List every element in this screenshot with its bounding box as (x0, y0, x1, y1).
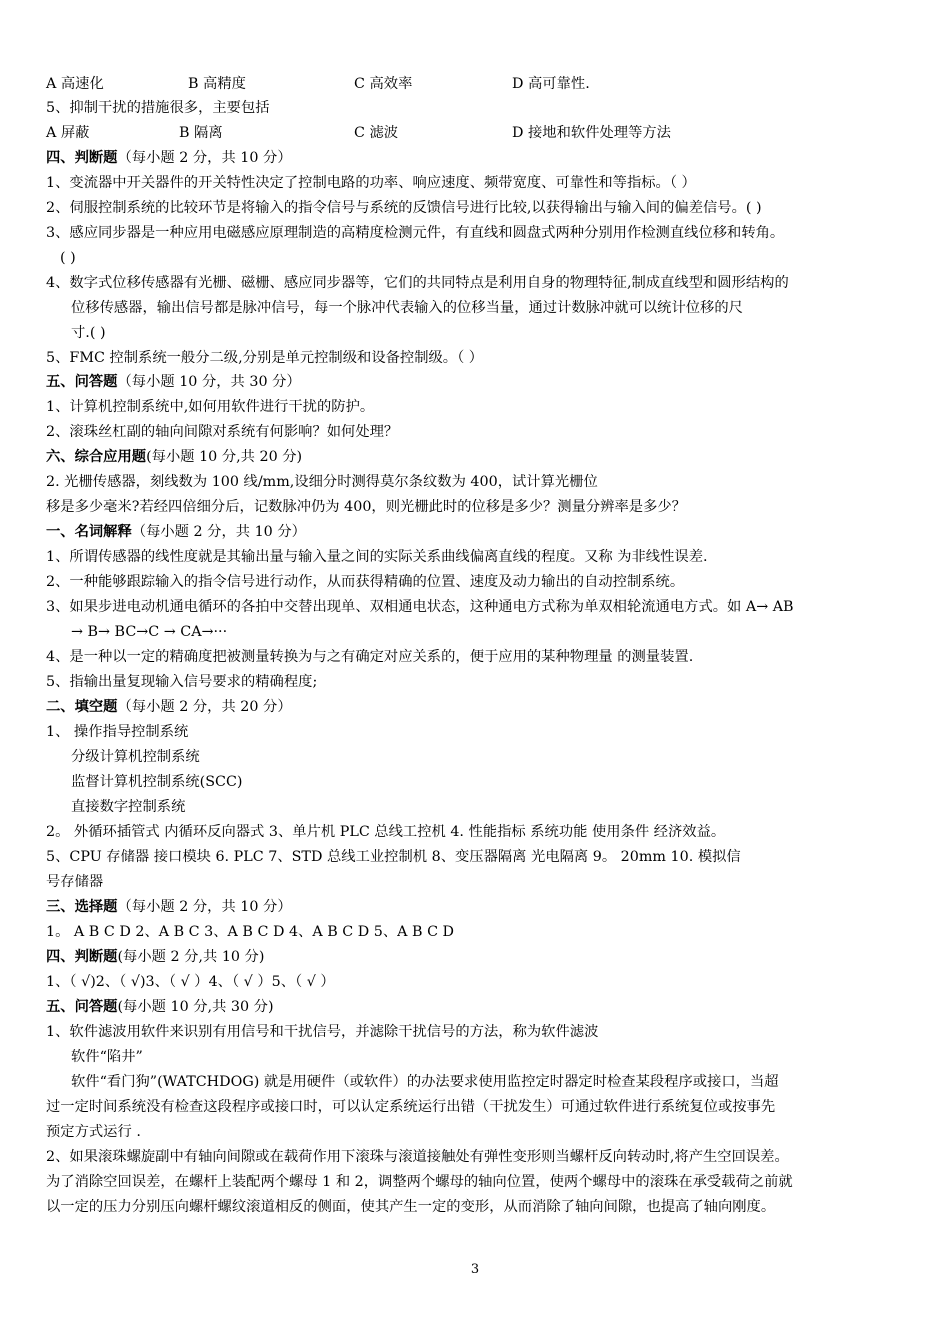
answer-line: 过一定时间系统没有检查这段程序或接口时，可以认定系统运行出错（干扰发生）可通过软件进行系统复位或按事先 (46, 1099, 776, 1115)
answer-line: 4、是一种以一定的精确度把被测量转换为与之有确定对应关系的，便于应用的某种物理量 的测量装置. (46, 649, 694, 665)
section-title: 五、问答题 (46, 999, 118, 1015)
question-line: 2、伺服控制系统的比较环节是将输入的指令信号与系统的反馈信号进行比较,以获得输出与输入间的偏差信号。( ) (46, 200, 762, 216)
section-heading (46, 149, 292, 167)
option-b: B 隔离 (179, 125, 223, 141)
answer-line: 1、（ √)2、（ √)3、（ √ ）4、（ √ ）5、（ √ ） (46, 974, 335, 990)
section-title: 三、选择题 (46, 899, 118, 915)
question-line: 3、感应同步器是一种应用电磁感应原理制造的高精度检测元件，有直线和圆盘式两种分别用作检测直线位移和转角。 (46, 225, 785, 241)
section-rule: （每小题 2 分，共 10 分） (131, 524, 306, 540)
answer-line: 软件“看门狗”(WATCHDOG) 就是用硬件（或软件）的办法要求使用监控定时器定时检查某段程序或接口，当超 (71, 1074, 779, 1090)
option-a: A 屏蔽 (46, 125, 90, 141)
section-heading (46, 898, 292, 916)
option-c: C 滤波 (354, 125, 399, 141)
section-heading (46, 948, 264, 966)
answer-line: 监督计算机控制系统(SCC) (71, 774, 243, 790)
section-heading (46, 998, 274, 1016)
question-line: 2、滚珠丝杠副的轴向间隙对系统有何影响？如何处理？ (46, 424, 399, 440)
section-title: 五、问答题 (46, 374, 118, 390)
question-line: 1、计算机控制系统中,如何用软件进行干扰的防护。 (46, 399, 375, 415)
section-heading (46, 373, 301, 391)
option-b: B 高精度 (188, 76, 246, 92)
section-rule: (每小题 2 分,共 10 分) (117, 949, 265, 965)
option-d: D 接地和软件处理等方法 (512, 125, 671, 141)
answer-line: 号存储器 (46, 874, 104, 890)
answer-line: 以一定的压力分别压向螺杆螺纹滚道相反的侧面，使其产生一定的变形，从而消除了轴向间隙，也提高了轴向刚度。 (46, 1199, 776, 1215)
section-heading (46, 698, 292, 716)
section-rule: （每小题 2 分，共 10 分） (117, 899, 292, 915)
answer-line: 5、CPU 存储器 接口模块 6. PLC 7、STD 总线工业控制机 8、变压器隔离 光电隔离 9。 20mm 10. 模拟信 (46, 849, 741, 865)
question-line: 1、变流器中开关器件的开关特性决定了控制电路的功率、响应速度、频带宽度、可靠性和等指标。（ ） (46, 175, 696, 191)
answer-line: 直接数字控制系统 (71, 799, 186, 815)
section-title: 四、判断题 (46, 949, 118, 965)
page-number: 3 (470, 1262, 480, 1277)
section-heading (46, 448, 302, 466)
answer-line: 2。 外循环插管式 内循环反向器式 3、单片机 PLC 总线工控机 4. 性能指标 系统功能 使用条件 经济效益。 (46, 824, 726, 840)
question-line: 4、数字式位移传感器有光栅、磁栅、感应同步器等，它们的共同特点是利用自身的物理特征,制成直线型和圆形结构的 (46, 275, 789, 291)
question-line: 寸.( ) (71, 325, 106, 341)
section-rule: （每小题 2 分，共 10 分） (117, 150, 292, 166)
answer-line: 3、如果步进电动机通电循环的各拍中交替出现单、双相通电状态，这种通电方式称为单双相轮流通电方式。如 A→ AB (46, 599, 794, 615)
answer-line: 1、所谓传感器的线性度就是其输出量与输入量之间的实际关系曲线偏离直线的程度。又称 为非线性误差. (46, 549, 708, 565)
answer-line: 1、 操作指导控制系统 (46, 724, 189, 740)
answer-line: 2、如果滚珠螺旋副中有轴向间隙或在载荷作用下滚珠与滚道接触处有弹性变形则当螺杆反向转动时,将产生空回误差。 (46, 1149, 789, 1165)
section-rule: (每小题 10 分,共 30 分) (117, 999, 274, 1015)
answer-line: 1。 A B C D 2、A B C 3、A B C D 4、A B C D 5、A B C D (46, 924, 455, 940)
question-line: 5、抑制干扰的措施很多，主要包括 (46, 100, 270, 116)
section-title: 六、综合应用题 (46, 449, 147, 465)
answer-line: 分级计算机控制系统 (71, 749, 200, 765)
answer-line: 5、指输出量复现输入信号要求的精确程度; (46, 674, 318, 690)
section-title: 四、判断题 (46, 150, 118, 166)
answer-line: 软件“陷井” (71, 1049, 143, 1065)
section-heading (46, 523, 306, 541)
question-line: 5、FMC 控制系统一般分二级,分别是单元控制级和设备控制级。（ ） (46, 350, 484, 366)
answer-line: 为了消除空回误差，在螺杆上装配两个螺母 1 和 2，调整两个螺母的轴向位置，使两个螺母中的滚珠在承受载荷之前就 (46, 1174, 793, 1190)
question-line: ( ) (60, 250, 76, 266)
answer-line: 1、软件滤波用软件来识别有用信号和干扰信号，并滤除干扰信号的方法，称为软件滤波 (46, 1024, 599, 1040)
option-a: A 高速化 (46, 76, 104, 92)
section-rule: （每小题 10 分，共 30 分） (117, 374, 301, 390)
question-line: 移是多少毫米?若经四倍细分后，记数脉冲仍为 400，则光栅此时的位移是多少？测量分辨率是多少？ (46, 499, 686, 515)
answer-line: 预定方式运行 . (46, 1124, 141, 1140)
answer-line: 2、一种能够跟踪输入的指令信号进行动作，从而获得精确的位置、速度及动力输出的自动控制系统。 (46, 574, 685, 590)
option-c: C 高效率 (354, 76, 413, 92)
question-line: 2. 光栅传感器，刻线数为 100 线/mm,设细分时测得莫尔条纹数为 400，试计算光栅位 (46, 474, 598, 490)
answer-line: → B→ BC→C → CA→··· (71, 624, 228, 640)
section-title: 一、名词解释 (46, 524, 132, 540)
option-d: D 高可靠性. (512, 76, 590, 92)
question-line: 位移传感器，输出信号都是脉冲信号，每一个脉冲代表输入的位移当量，通过计数脉冲就可以统计位移的尺 (71, 300, 743, 316)
section-rule: （每小题 2 分，共 20 分） (117, 699, 292, 715)
section-rule: (每小题 10 分,共 20 分) (146, 449, 303, 465)
section-title: 二、填空题 (46, 699, 118, 715)
